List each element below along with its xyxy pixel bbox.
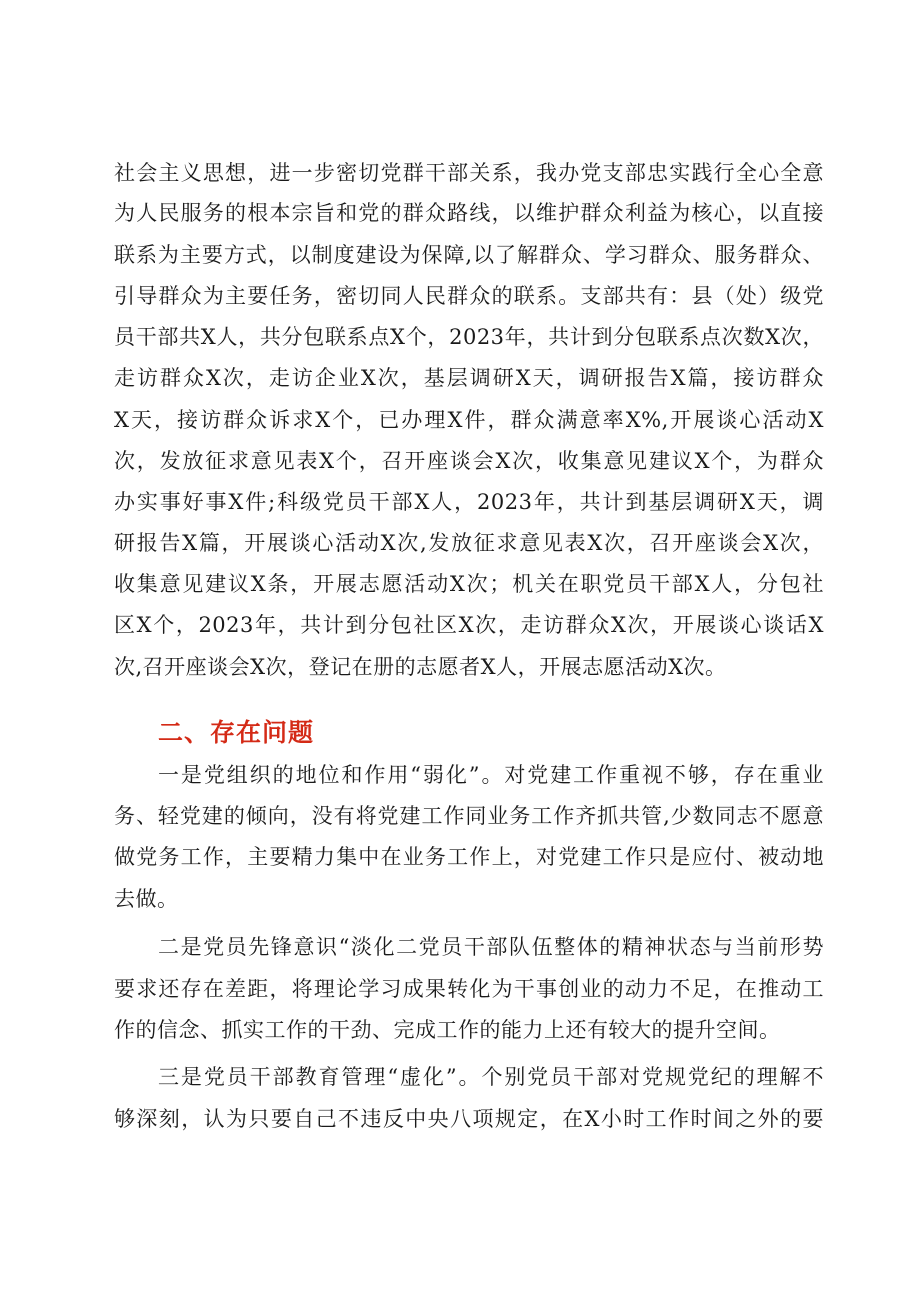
text-line: 务、轻党建的倾向，没有将党建工作同业务工作齐抓共管,少数同志不愿意 xyxy=(114,804,824,828)
text-line: 二是党员先锋意识“淡化二党员干部队伍整体的精神状态与当前形势 xyxy=(158,935,824,959)
text-line: 做党务工作，主要精力集中在业务工作上，对党建工作只是应付、被动地 xyxy=(114,845,824,869)
text-line: X天，接访群众诉求X个，已办理X件，群众满意率X%,开展谈心活动X xyxy=(114,408,824,432)
text-line: 次,召开座谈会X次，登记在册的志愿者X人，开展志愿活动X次。 xyxy=(114,655,727,679)
text-line: 引导群众为主要任务，密切同人民群众的联系。支部共有：县（处）级党 xyxy=(114,284,824,308)
text-line: 办实事好事X件;科级党员干部X人，2023年，共计到基层调研X天，调 xyxy=(114,490,824,514)
text-line: 够深刻，认为只要自己不违反中央八项规定，在X小时工作时间之外的要 xyxy=(114,1107,824,1131)
text-line: 要求还存在差距，将理论学习成果转化为干事创业的动力不足，在推动工 xyxy=(114,977,824,1001)
section-heading: 二、存在问题 xyxy=(158,718,315,747)
text-line: 社会主义思想，进一步密切党群干部关系，我办党支部忠实践行全心全意 xyxy=(114,161,824,185)
text-line: 为人民服务的根本宗旨和党的群众路线，以维护群众利益为核心，以直接 xyxy=(114,201,824,225)
text-line: 走访群众X次，走访企业X次，基层调研X天，调研报告X篇，接访群众 xyxy=(114,366,824,390)
text-line: 联系为主要方式，以制度建设为保障,以了解群众、学习群众、服务群众、 xyxy=(114,243,824,267)
text-line: 区X个，2023年，共计到分包社区X次，走访群众X次，开展谈心谈话X xyxy=(114,613,824,637)
text-line: 三是党员干部教育管理“虚化”。个别党员干部对党规党纪的理解不 xyxy=(158,1065,824,1089)
text-line: 次，发放征求意见表X个，召开座谈会X次，收集意见建议X个，为群众 xyxy=(114,449,824,473)
text-line: 去做。 xyxy=(114,887,179,911)
text-line: 收集意见建议X条，开展志愿活动X次；机关在职党员干部X人，分包社 xyxy=(114,572,824,596)
text-line: 研报告X篇，开展谈心活动X次,发放征求意见表X次，召开座谈会X次， xyxy=(114,531,824,555)
text-line: 一是党组织的地位和作用“弱化”。对党建工作重视不够，存在重业 xyxy=(158,763,824,787)
text-line: 作的信念、抓实工作的干劲、完成工作的能力上还有较大的提升空间。 xyxy=(114,1018,781,1042)
text-line: 员干部共X人，共分包联系点X个，2023年，共计到分包联系点次数X次， xyxy=(114,325,824,349)
